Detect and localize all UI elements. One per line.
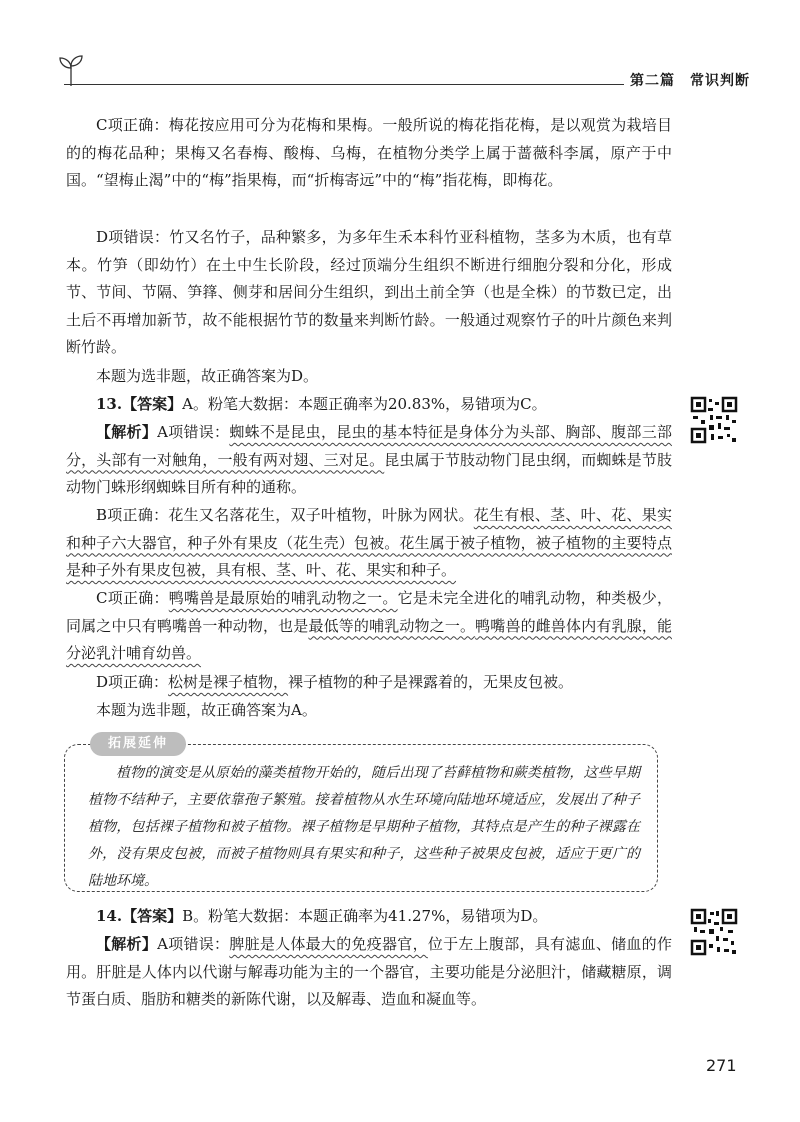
- plain-text: 它是未完全进化的哺乳动物，种类极少，同属之中只有鸭嘴兽一种动物，也是: [66, 589, 672, 635]
- wavy-emphasis: 最低等的哺乳动物之一。: [308, 616, 476, 635]
- q13-answer-text: A。粉笔大数据：本题正确率为20.83%，易错项为C。: [182, 395, 547, 413]
- q13-analysis-b: [66, 502, 672, 585]
- q14-answer-label: 14.【答案】: [96, 907, 183, 925]
- wavy-emphasis: 鸭嘴兽的雌兽体内有乳腺，能分泌乳汁哺育幼兽。: [66, 616, 672, 662]
- q13-answer-label: 13.【答案】: [96, 395, 183, 413]
- q13-analysis-c: [66, 585, 672, 668]
- sprout-icon: [56, 52, 86, 88]
- q13-analysis-d: [66, 669, 672, 697]
- wavy-emphasis: 松树是裸子植物，: [168, 673, 289, 691]
- wavy-emphasis: 脾脏是人体最大的免疫器官，: [229, 935, 428, 953]
- option-label: A项错误：: [157, 423, 230, 441]
- option-d-paragraph: D项错误：竹又名竹子，品种繁多，为多年生禾本科竹亚科植物，茎多为木质，也有草本。竹笋（即幼竹）在土中生长阶段，经过顶端分生组织不断进行细胞分裂和分化，形成节、节间、节隔、笋箨、侧芽和居间分生组织，到出土前全笋（也是全株）的节数已定，出土后不再增加新节，故不能根据竹节的数量来判断竹龄。一般通过观察竹子的叶片颜色来判断竹龄。: [66, 228, 672, 356]
- option-label: D项正确：: [96, 673, 169, 691]
- analysis-label: 【解析】: [96, 935, 158, 953]
- plain-text: 位于左上腹部，具有滤血、储血的作用。肝脏是人体内以代谢与解毒功能为主的一个器官，主要功能是分泌胆汁，储藏糖原，调节蛋白质、脂肪和糖类的新陈代谢，以及解毒、造血和凝血等。: [66, 935, 672, 1008]
- extension-tag: 拓展延伸: [90, 732, 186, 756]
- page-number: 271: [706, 1056, 737, 1075]
- q13-answer: [66, 391, 672, 419]
- plain-text: B项正确：花生又名落花生，双子叶植物，叶脉为网状。: [96, 506, 474, 524]
- q12-conclusion: 本题为选非题，故正确答案为D。: [96, 367, 319, 385]
- wavy-emphasis: 鸭嘴兽是最原始的哺乳动物之一。: [168, 589, 398, 607]
- analysis-label: 【解析】: [96, 423, 158, 441]
- wavy-emphasis: 蜘蛛不是昆虫，昆虫的基本特征是身体分为头部、胸部、腹部三部分，头部有一对触角，一般有两对翅、三对足。: [66, 423, 672, 469]
- wavy-emphasis: 花生属于被子植物，被子植物的主要特点是种子外有果皮包被，具有根、茎、叶、花、果实和种子。: [66, 533, 672, 579]
- qr-code-icon[interactable]: [690, 396, 738, 444]
- option-label: C项正确：: [96, 589, 169, 607]
- qr-code-icon[interactable]: [690, 908, 738, 956]
- extension-text: 植物的演变是从原始的藻类植物开始的，随后出现了苔藓植物和蕨类植物，这些早期植物不结种子，主要依靠孢子繁殖。接着植物从水生环境向陆地环境适应，发展出了种子植物，包括裸子植物和被子植物。裸子植物是早期种子植物，其特点是产生的种子裸露在外，没有果皮包被，而被子植物则具有果实和种子，这些种子被果皮包被，适应于更广的陆地环境。: [88, 765, 640, 889]
- q14-answer-text: B。粉笔大数据：本题正确率为41.27%，易错项为D。: [182, 907, 548, 925]
- header-rule: [64, 84, 624, 85]
- wavy-emphasis: 花生有根、茎、叶、花、果实和种子六大器官，种子外有果皮（花生壳）包被。: [66, 506, 672, 552]
- q13-analysis-a: [66, 419, 672, 502]
- plain-text: 昆虫属于节肢动物门昆虫纲，而蜘蛛是节肢动物门蛛形纲蜘蛛目所有种的通称。: [66, 450, 672, 496]
- q13-conclusion: 本题为选非题，故正确答案为A。: [96, 701, 317, 719]
- plain-text: 裸子植物的种子是裸露着的，无果皮包被。: [288, 673, 574, 691]
- option-c-paragraph: C项正确：梅花按应用可分为花梅和果梅。一般所说的梅花指花梅，是以观赏为栽培目的的梅花品种；果梅又名春梅、酸梅、乌梅，在植物分类学上属于蔷薇科李属，原产于中国。“望梅止渴”中的“梅”指果梅，而“折梅寄远”中的“梅”指花梅，即梅花。: [66, 116, 672, 189]
- q14-answer: [66, 903, 672, 931]
- option-label: A项错误：: [157, 935, 230, 953]
- section-title: 第二篇 常识判断: [630, 73, 750, 89]
- q14-analysis-a: [66, 931, 672, 1014]
